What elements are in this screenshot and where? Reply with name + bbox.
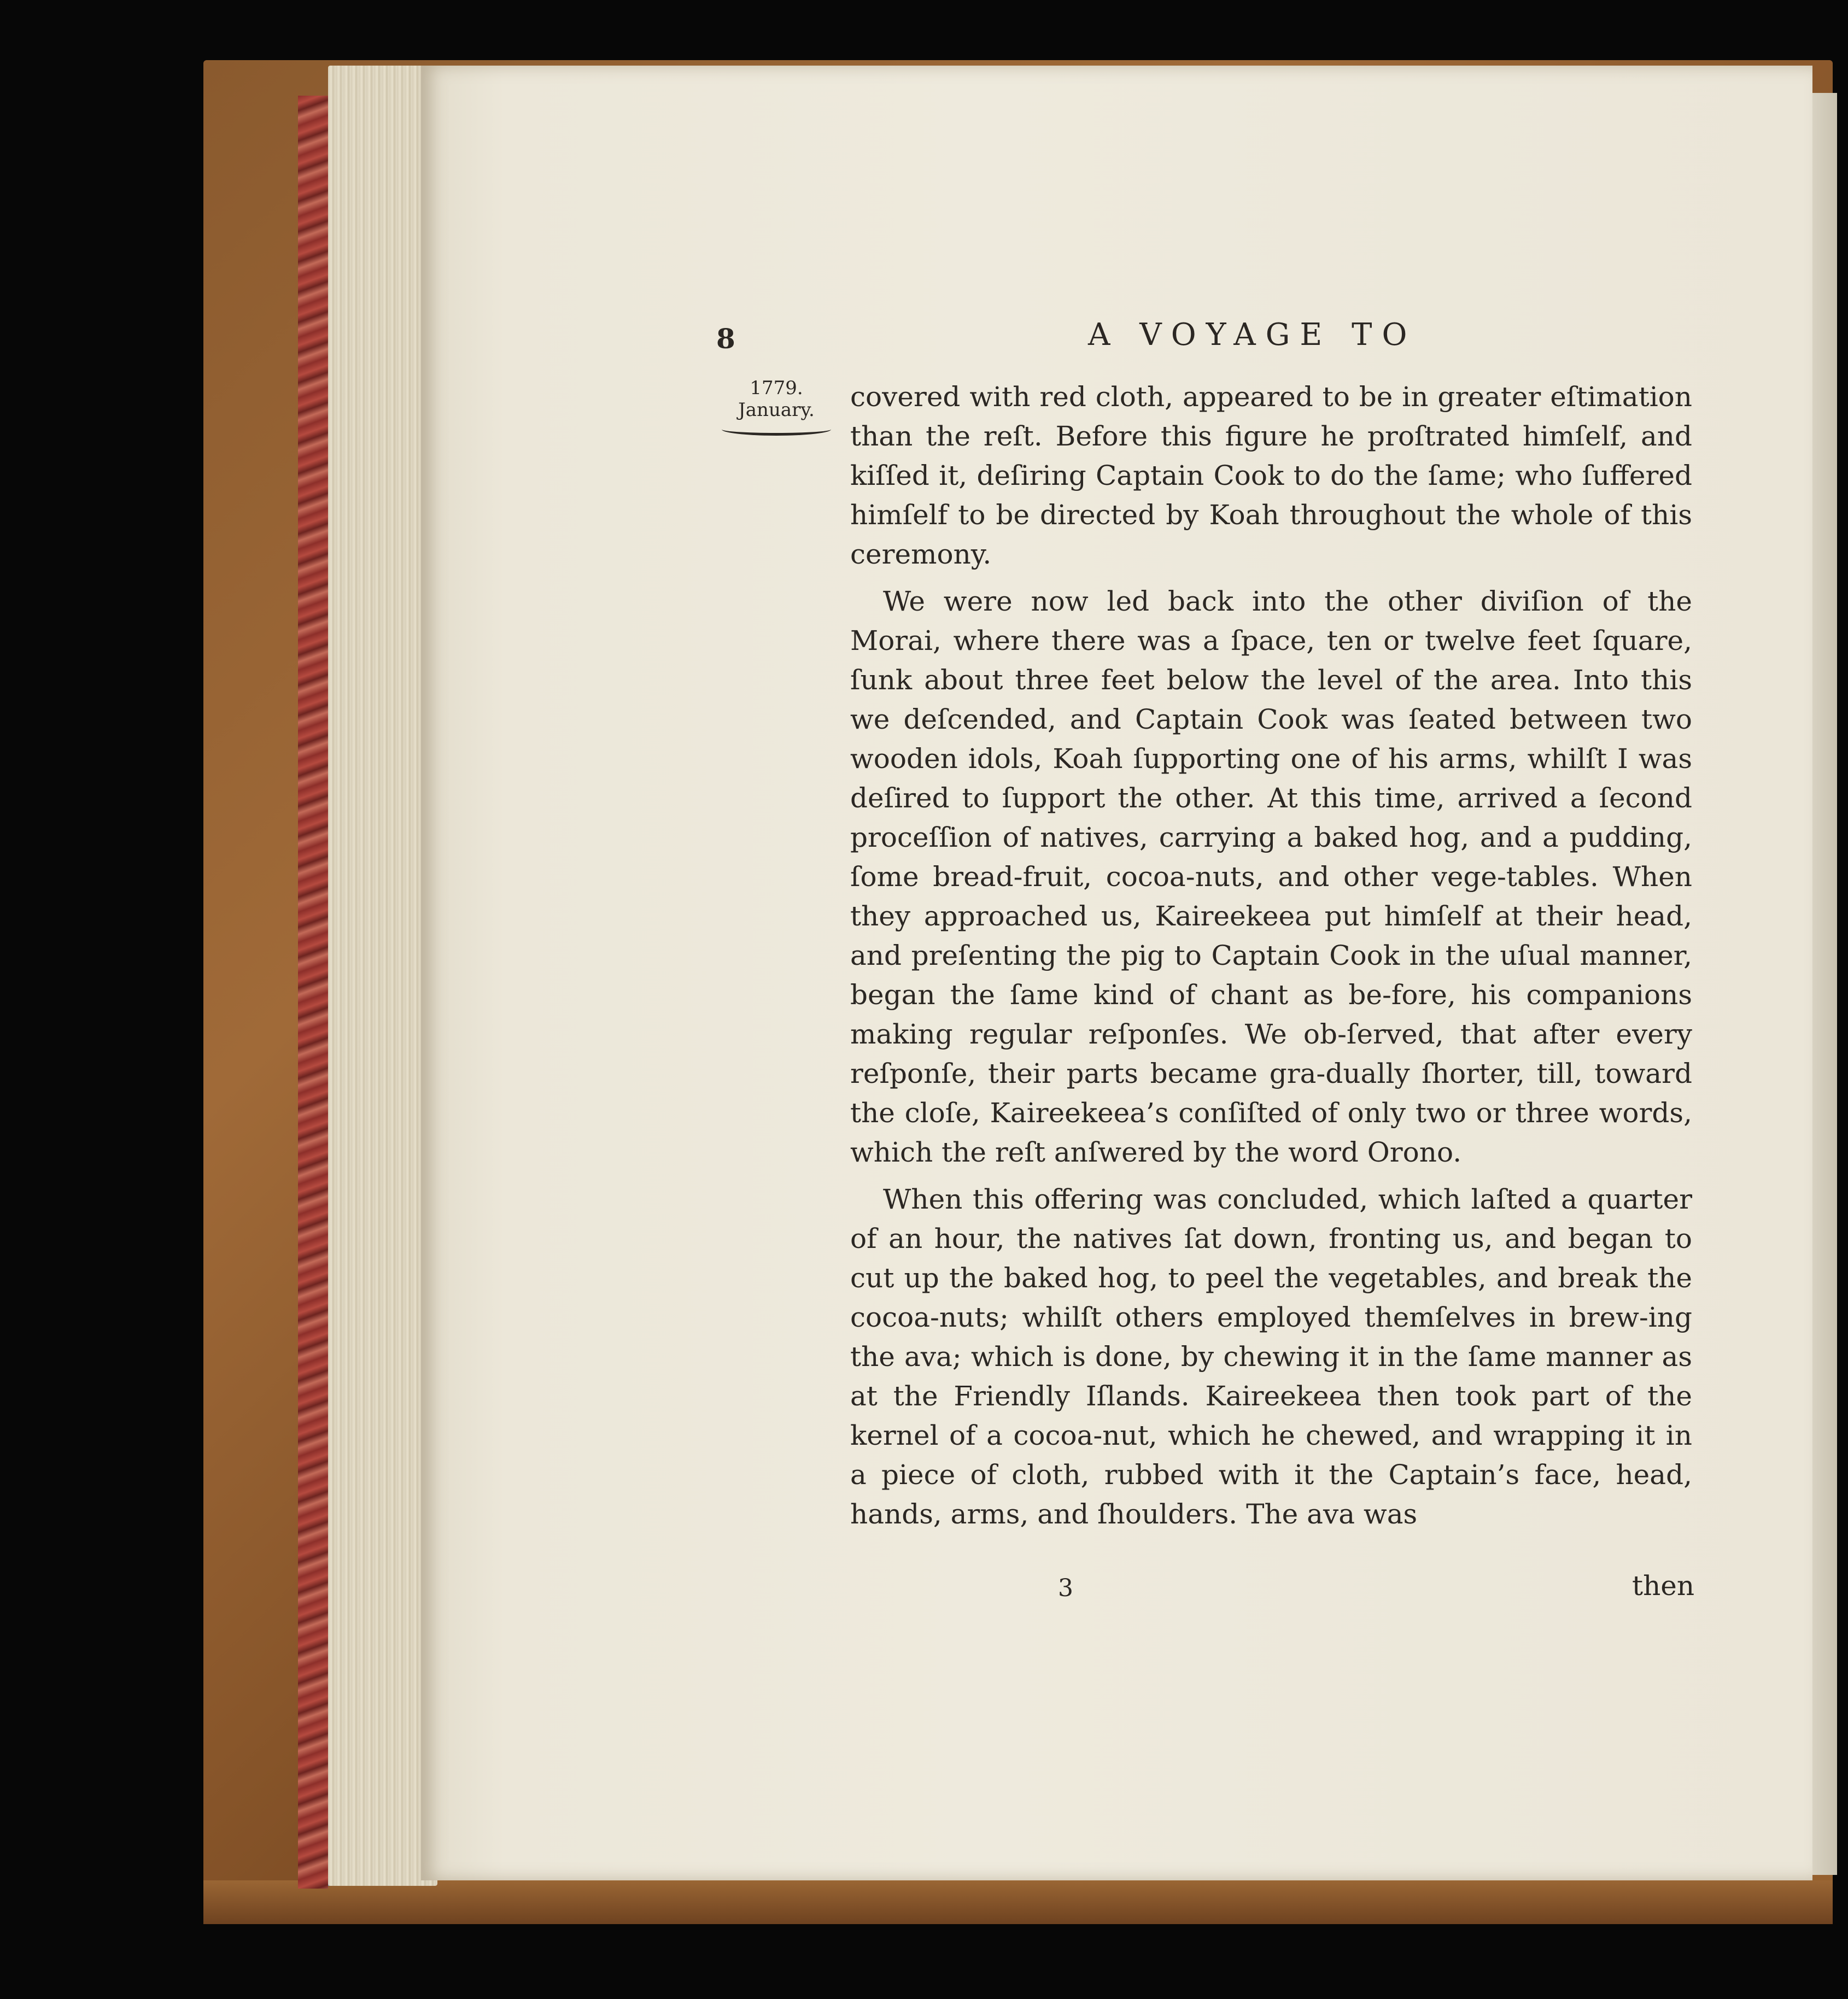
- margin-note: [711, 377, 842, 436]
- signature-mark: 3: [1058, 1574, 1073, 1602]
- paragraph-2: We were now led back into the other diviſion of the Morai, where there was a ſpace, ten or twelve feet ſquare, ſunk about three feet below the level of the area. Into this we deſcended, and Captain Cook was ſeated between two wooden idols, Koah ſupporting one of his arms, whilſt I was deſired to ſupport the other. At this time, arrived a ſecond proceſſion of natives, carrying a baked hog, and a pudding, ſome bread-fruit, cocoa-nuts, and other vege-tables. When they approached us, Kaireekeea put himſelf at their head, and preſenting the pig to Captain Cook in the uſual manner, began the ſame kind of chant as be-fore, his companions making regular reſponſes. We ob-ſerved, that after every reſponſe, their parts became gra-dually ſhorter, till, toward the cloſe, Kaireekeea’s conſiſted of only two or three words, which the reſt anſwered by the word Orono.: [850, 585, 1692, 1168]
- body-text: [850, 377, 1692, 1541]
- page-number: 8: [716, 323, 735, 355]
- running-head: A VOYAGE TO: [1088, 317, 1417, 353]
- brace-ornament: [722, 423, 831, 436]
- catchword: then: [1632, 1570, 1695, 1602]
- marbled-endpaper: [298, 96, 328, 1889]
- margin-note-month: January.: [738, 399, 815, 421]
- paragraph-3: When this offering was concluded, which laſted a quarter of an hour, the natives ſat down, fronting us, and began to cut up the baked hog, to peel the vegetables, and break the cocoa-nuts; whilſt others employed themſelves in brew-ing the ava; which is done, by chewing it in the ſame manner as at the Friendly Iſlands. Kaireekeea then took part of the kernel of a cocoa-nut, which he chewed, and wrapping it in a piece of cloth, rubbed with it the Captain’s face, head, hands, arms, and ſhoulders. The ava was: [850, 1183, 1692, 1530]
- paragraph-1: covered with red cloth, appeared to be in greater eſtimation than the reſt. Before this figure he proſtrated himſelf, and kiſſed it, deſiring Captain Cook to do the ſame; who ſuffered himſelf to be directed by Koah throughout the whole of this ceremony.: [850, 381, 1692, 570]
- cover-bottom-edge: [203, 1880, 1833, 1924]
- right-page-edge: [1812, 93, 1837, 1875]
- margin-note-year: 1779.: [750, 377, 803, 399]
